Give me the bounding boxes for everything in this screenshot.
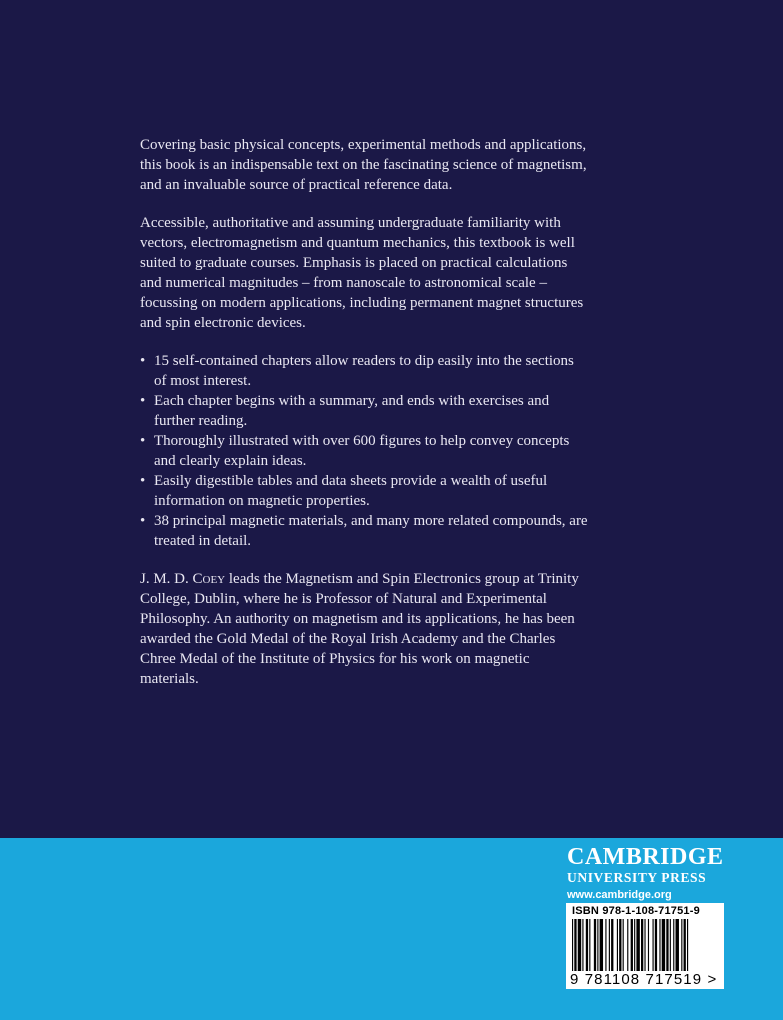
barcode-bar: [605, 919, 606, 971]
barcode-bar: [600, 919, 603, 971]
barcode-bar: [631, 919, 633, 971]
barcode-bar: [589, 919, 590, 971]
barcode-bar: [578, 919, 581, 971]
feature-list: [140, 351, 590, 551]
barcode-bar: [662, 919, 665, 971]
publisher-url: www.cambridge.org: [567, 889, 672, 901]
barcode-bar: [582, 919, 583, 971]
barcode-panel: [566, 903, 724, 989]
barcode-bar: [617, 919, 618, 971]
barcode-bar: [676, 919, 679, 971]
barcode-bar: [670, 919, 671, 971]
feature-text: 15 self-contained chapters allow readers to dip easily into the sections of most interest.: [154, 353, 574, 389]
barcode-bar: [597, 919, 598, 971]
barcode-bar: [648, 919, 649, 971]
bullet-icon: •: [140, 353, 146, 369]
description-paragraph-2: Accessible, authoritative and assuming undergraduate familiarity with vectors, electromagnetism and quantum mechanics, this textbook is well suited to graduate courses. Emphasis is placed on practical calculations and numerical magnitudes – from nanoscale to astronomical scale – focussing on modern applications, including permanent magnet structures and spin electronic devices.: [140, 215, 584, 331]
author-surname: Coey: [192, 571, 226, 587]
barcode-bar: [644, 919, 645, 971]
bullet-icon: •: [140, 433, 146, 449]
barcode-bar: [586, 919, 588, 971]
barcode-bar: [684, 919, 686, 971]
barcode-bar: [574, 919, 576, 971]
barcode-bar: [666, 919, 668, 971]
list-item: [140, 431, 590, 471]
back-cover-text: [140, 135, 590, 707]
barcode-bar: [653, 919, 654, 971]
list-item: [140, 351, 590, 391]
feature-text: Easily digestible tables and data sheets provide a wealth of useful information on magnetic properties.: [154, 473, 548, 509]
barcode-icon: [572, 919, 720, 971]
barcode-bar: [609, 919, 610, 971]
barcode-bar: [673, 919, 674, 971]
feature-text: Each chapter begins with a summary, and ends with exercises and further reading.: [154, 393, 550, 429]
list-item: [140, 511, 590, 551]
author-bio-text: leads the Magnetism and Spin Electronics group at Trinity College, Dublin, where he is Professor of Natural and Experimental Philosophy. An authority on magnetism and its applications, he has been awarded the Gold Medal of the Royal Irish Academy and the Charles Chree Medal of the Institute of Physics for his work on magnetic materials.: [140, 571, 579, 687]
publisher-logo: [567, 844, 727, 902]
barcode-bar: [627, 919, 628, 971]
bullet-icon: •: [140, 393, 146, 409]
feature-text: 38 principal magnetic materials, and many more related compounds, are treated in detail.: [154, 513, 588, 549]
barcode-bar: [572, 919, 573, 971]
publisher-subtitle: UNIVERSITY PRESS: [567, 870, 707, 885]
isbn-label: ISBN 978-1-108-71751-9: [572, 905, 700, 917]
barcode-bar: [594, 919, 596, 971]
list-item: [140, 471, 590, 511]
publisher-name: CAMBRIDGE: [567, 844, 724, 870]
barcode-bar: [619, 919, 621, 971]
barcode-bar: [659, 919, 660, 971]
barcode-bar: [634, 919, 635, 971]
list-item: [140, 391, 590, 431]
barcode-bar: [681, 919, 682, 971]
barcode-bar: [641, 919, 643, 971]
barcode-bar: [687, 919, 688, 971]
author-initials: J. M. D.: [140, 571, 189, 587]
barcode-digits: 9 781108 717519 >: [570, 971, 718, 988]
barcode-bar: [623, 919, 624, 971]
barcode-bar: [655, 919, 657, 971]
bullet-icon: •: [140, 513, 146, 529]
bullet-icon: •: [140, 473, 146, 489]
barcode-bar: [611, 919, 613, 971]
barcode-bar: [636, 919, 639, 971]
description-paragraph-1: Covering basic physical concepts, experimental methods and applications, this book is an indispensable text on the fascinating science of magnetism, and an invaluable source of practical reference data.: [140, 137, 587, 193]
author-bio: [140, 569, 590, 689]
feature-text: Thoroughly illustrated with over 600 figures to help convey concepts and clearly explain ideas.: [154, 433, 570, 469]
